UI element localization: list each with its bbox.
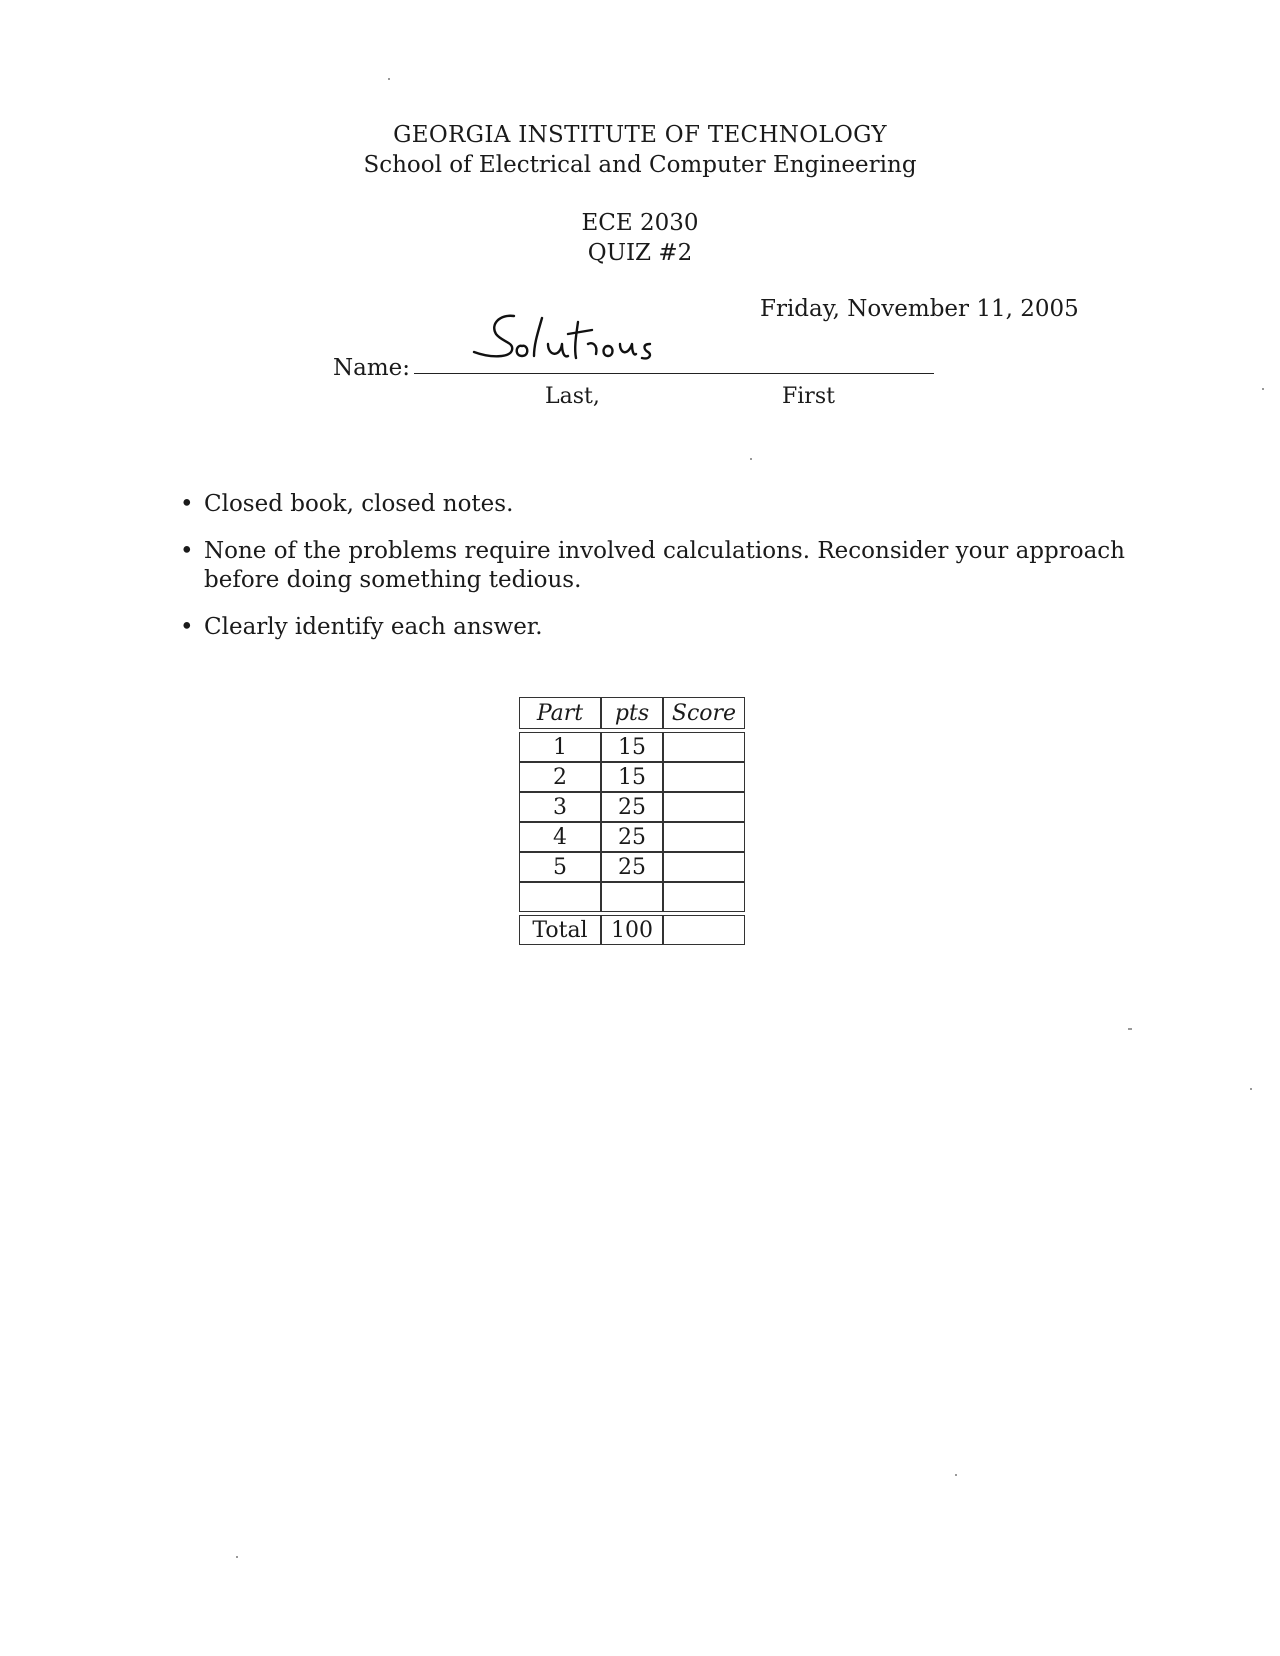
cell-pts: 25 — [601, 792, 663, 822]
scan-speck — [1128, 1028, 1132, 1030]
course-code: ECE 2030 — [581, 210, 699, 236]
scan-speck — [388, 78, 390, 80]
scan-speck — [955, 1474, 957, 1476]
scan-speck — [236, 1556, 238, 1558]
scan-speck — [1250, 1088, 1252, 1090]
quiz-title: QUIZ #2 — [587, 240, 693, 266]
cell-score — [663, 792, 745, 822]
table-row — [519, 852, 745, 882]
last-name-label: Last, — [545, 384, 600, 409]
cell-pts: 15 — [601, 762, 663, 792]
quiz-date: Friday, November 11, 2005 — [760, 296, 1079, 322]
cell-pts: 25 — [601, 852, 663, 882]
total-pts: 100 — [601, 915, 663, 945]
handwritten-name-signature — [470, 300, 670, 375]
cell-part — [519, 882, 601, 912]
table-row — [519, 822, 745, 852]
scan-speck — [750, 458, 752, 460]
scan-speck — [1262, 388, 1264, 390]
school-title: School of Electrical and Computer Engineering — [363, 152, 917, 178]
cell-score — [663, 732, 745, 762]
cell-part: 5 — [519, 852, 601, 882]
cell-pts — [601, 882, 663, 912]
score-table-header-row — [519, 697, 745, 729]
header-part: Part — [519, 697, 601, 729]
table-row — [519, 882, 745, 912]
cell-part: 1 — [519, 732, 601, 762]
cell-pts: 15 — [601, 732, 663, 762]
instruction-item: • Clearly identify each answer. — [178, 613, 1128, 642]
first-name-label: First — [782, 384, 835, 409]
table-row — [519, 792, 745, 822]
header-score: Score — [663, 697, 745, 729]
header-pts: pts — [601, 697, 663, 729]
total-score — [663, 915, 745, 945]
cell-score — [663, 882, 745, 912]
cell-score — [663, 822, 745, 852]
table-row — [519, 732, 745, 762]
cell-pts: 25 — [601, 822, 663, 852]
instruction-item: • None of the problems require involved calculations. Reconsider your approach before doing something tedious. — [178, 537, 1128, 595]
cell-score — [663, 762, 745, 792]
cell-part: 4 — [519, 822, 601, 852]
score-table — [519, 697, 745, 945]
name-label: Name: — [333, 355, 411, 381]
total-row — [519, 915, 745, 945]
cell-score — [663, 852, 745, 882]
instructions-list — [178, 490, 1128, 660]
institution-title: GEORGIA INSTITUTE OF TECHNOLOGY — [393, 122, 887, 148]
cell-part: 3 — [519, 792, 601, 822]
table-row — [519, 762, 745, 792]
instruction-item: • Closed book, closed notes. — [178, 490, 1128, 519]
cell-part: 2 — [519, 762, 601, 792]
total-label: Total — [519, 915, 601, 945]
